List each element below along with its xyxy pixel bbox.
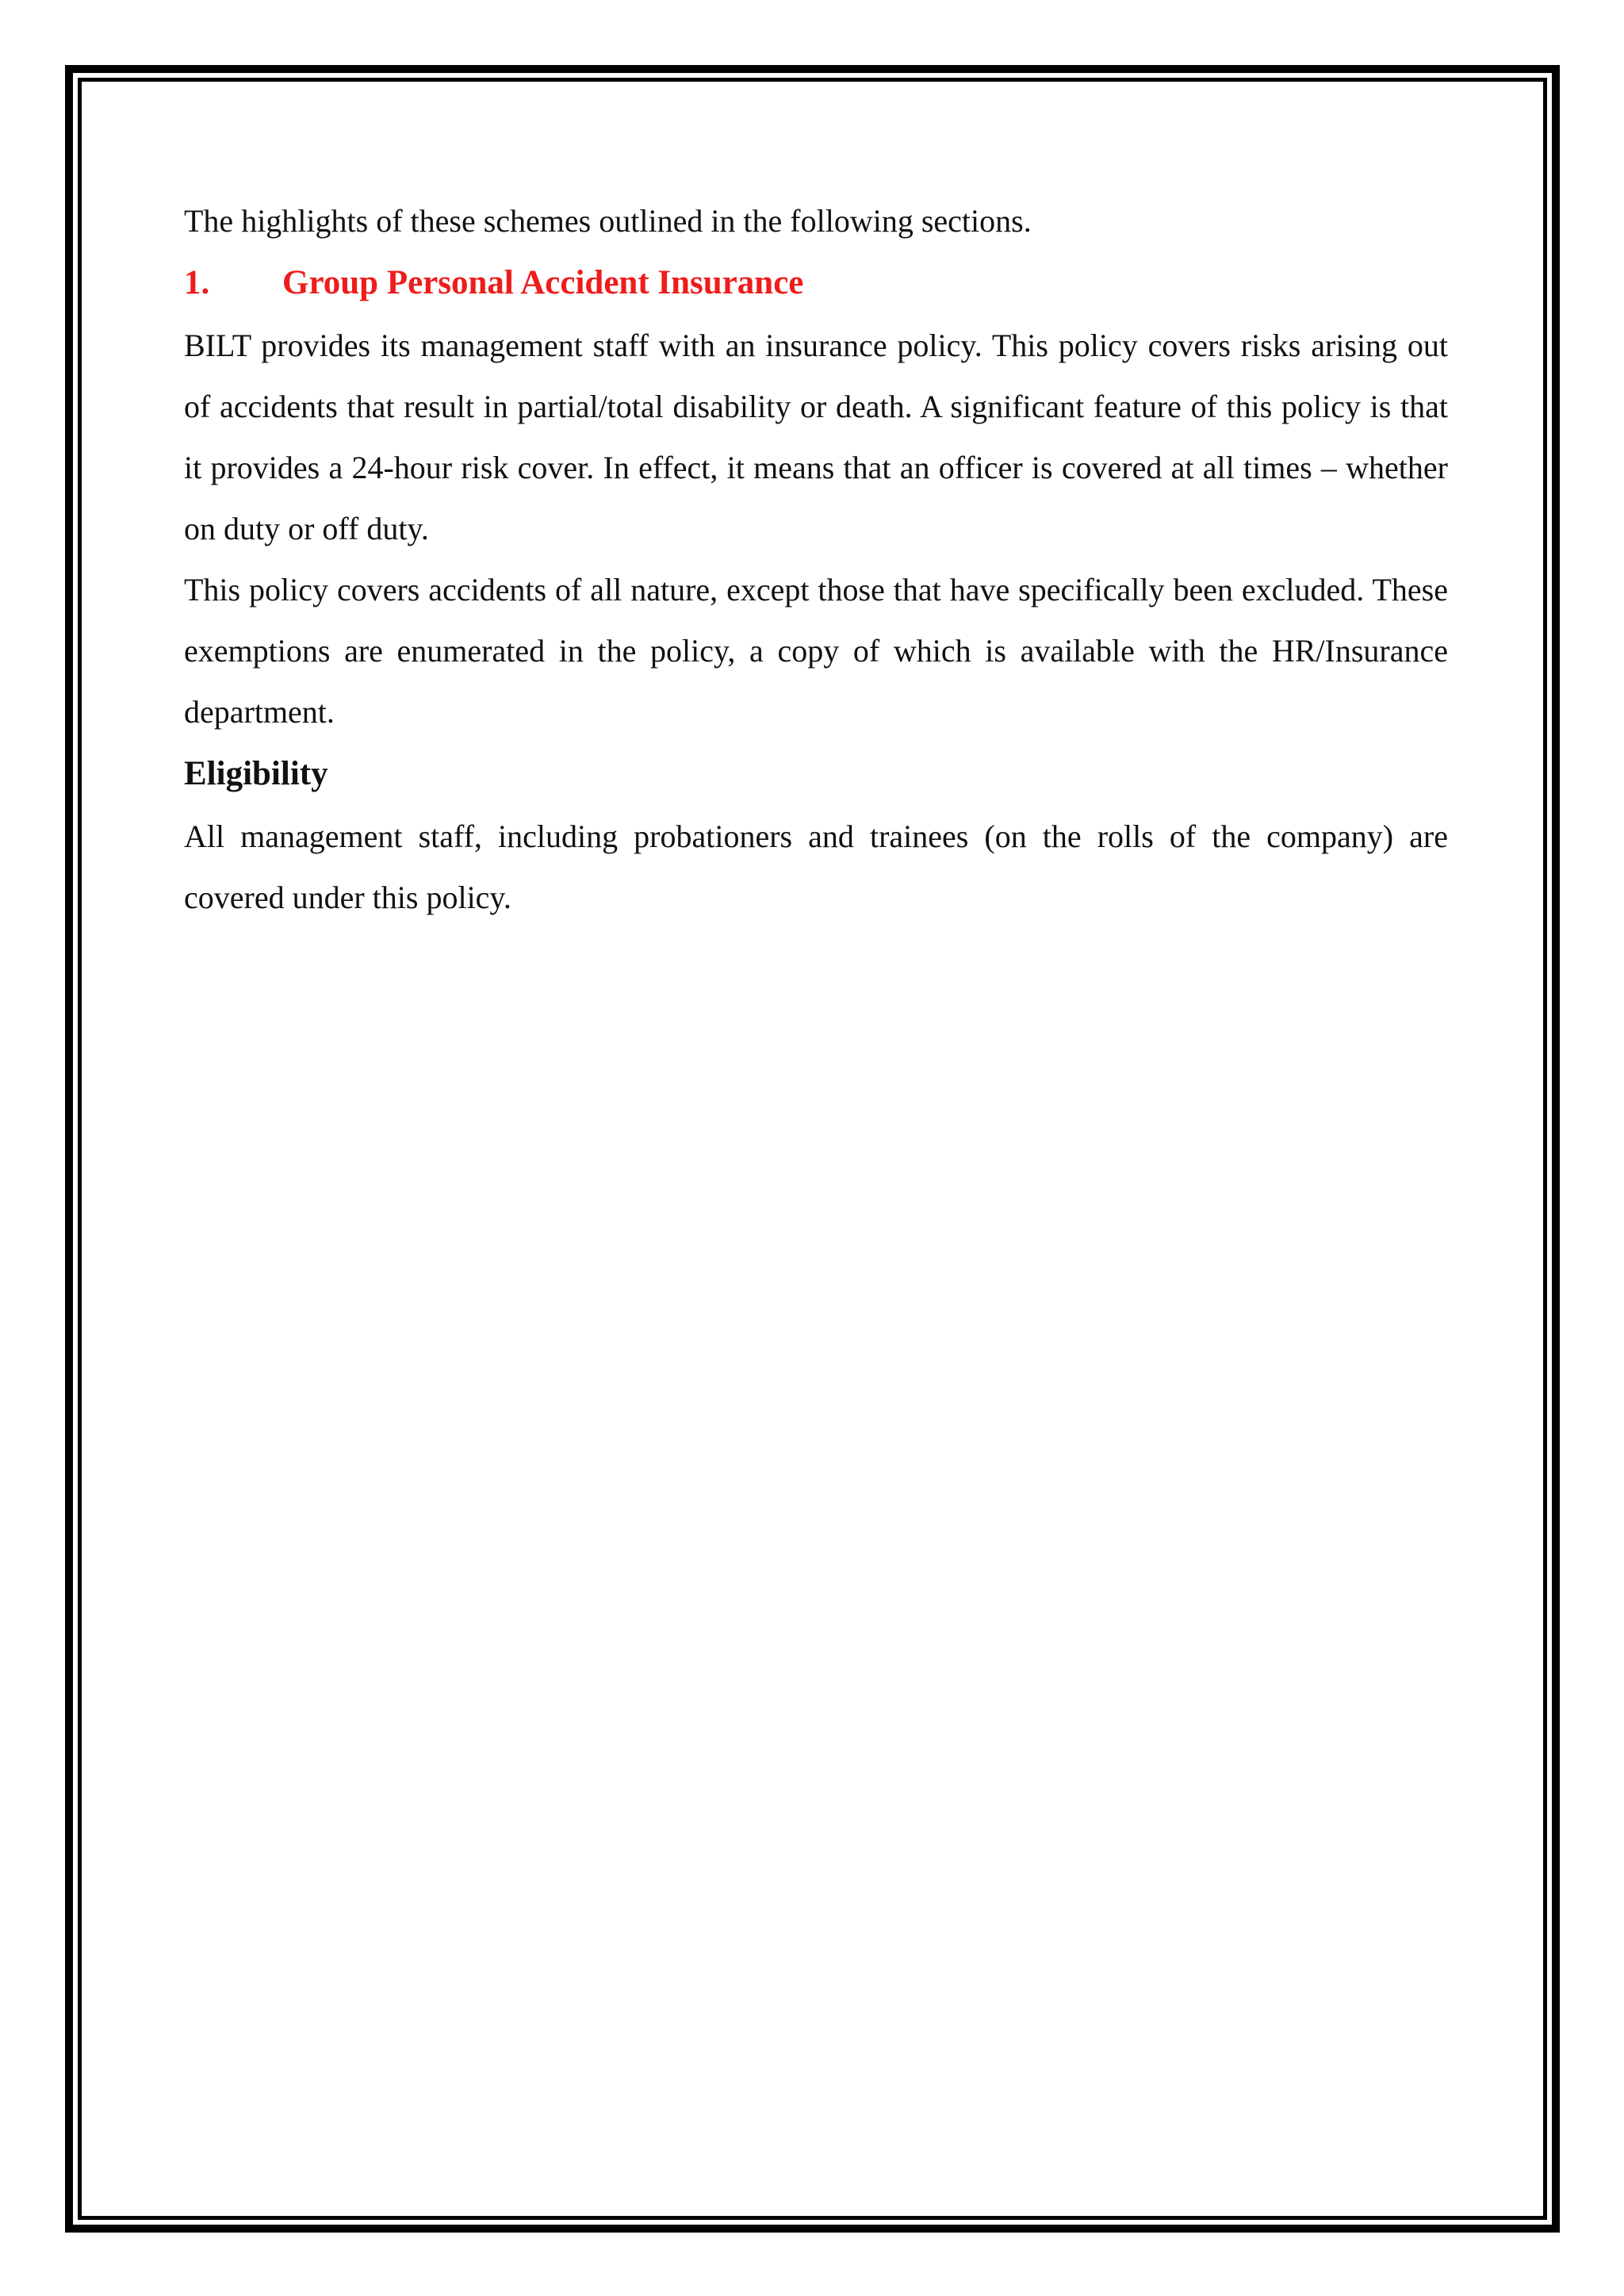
policy-paragraph-1: BILT provides its management staff with an insurance policy. This policy covers risks arising out of accidents that result in partial/total disability or death. A significant feature of this policy is that it provides a 24-hour risk cover. In effect, it means that an officer is covered at all times – whether on duty or off duty.: [184, 328, 1448, 546]
eligibility-text: All management staff, including probationers and trainees (on the rolls of the company) are covered under this policy.: [184, 818, 1448, 915]
section-number: 1.: [184, 264, 210, 301]
eligibility-heading: Eligibility: [184, 755, 328, 792]
policy-paragraph-2: This policy covers accidents of all nature, except those that have specifically been excluded. These exemptions are enumerated in the policy, a copy of which is available with the HR/Insurance department.: [184, 572, 1448, 730]
document-body: [184, 190, 1448, 928]
section-title: Group Personal Accident Insurance: [282, 264, 804, 301]
section-heading: [184, 251, 1448, 315]
intro-text: The highlights of these schemes outlined in the following sections.: [184, 203, 1032, 239]
